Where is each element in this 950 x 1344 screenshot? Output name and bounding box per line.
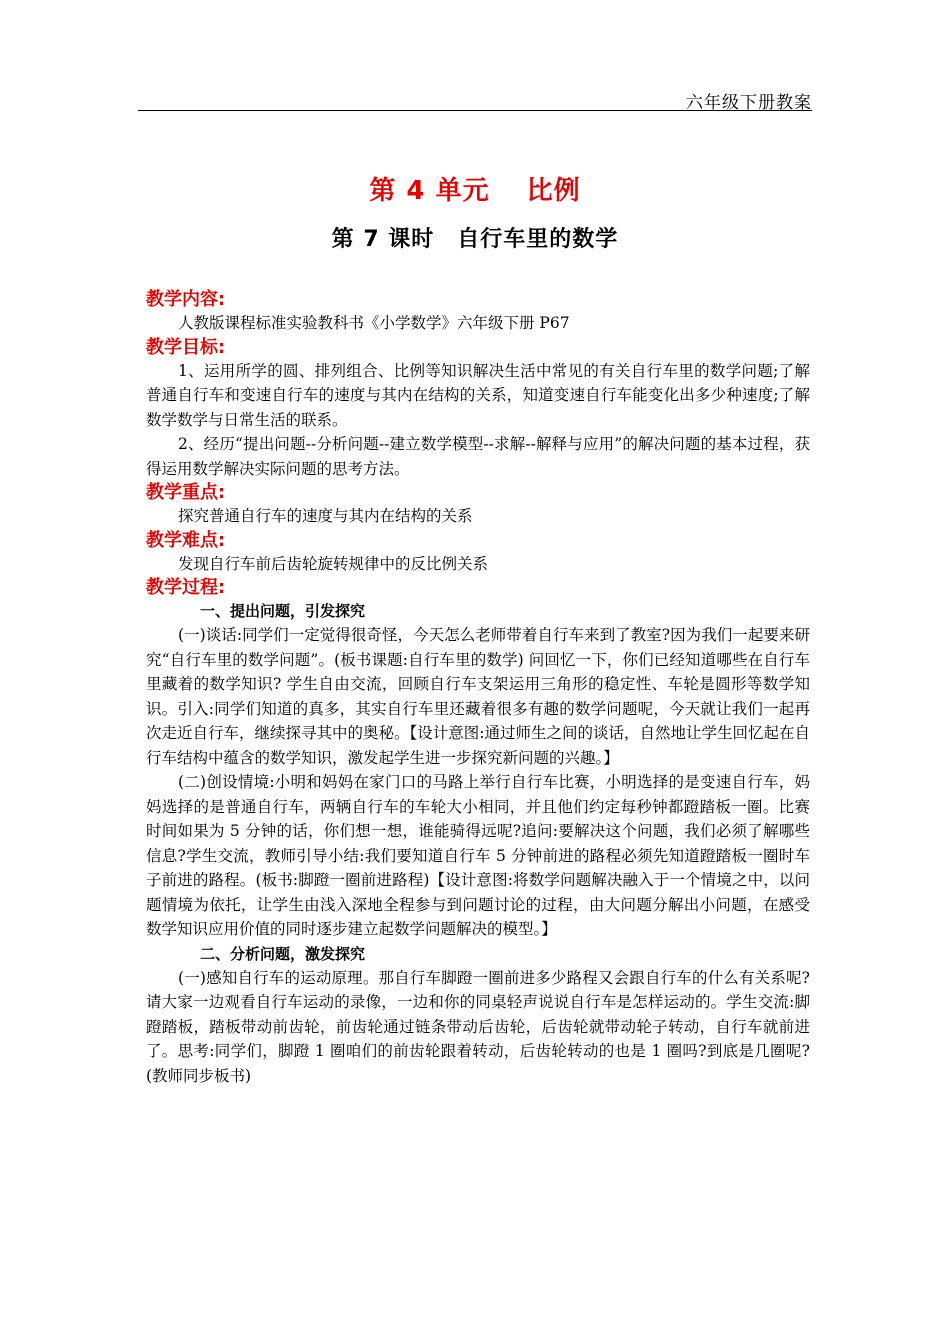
section-heading-difficulty: 教学难点: — [146, 529, 226, 551]
document-body — [146, 288, 810, 1088]
section-heading-goals: 教学目标: — [146, 336, 226, 358]
process-step-1-paragraph-1: (一)谈话:同学们一定觉得很奇怪，今天怎么老师带着自行车来到了教室?因为我们一起要来研究“自行车里的数学问题”。(板书课题:自行车里的数学) 问回忆一下，你们已经知道哪些在自行车里藏着的数学知识? 学生自由交流，回顾自行车支架运用三角形的稳定性、车轮是圆形等数学知识。引入:同学们知道的真多，其实自行车里还藏着很多有趣的数学问题呢，今天就让我们一起再次走近自行车，继续探寻其中的奥秘。【设计意图:通过师生之间的谈话，自然地让学生回忆起在自行车结构中蕴含的数学知识，激发起学生进一步探究新问题的兴趣。】 — [146, 626, 810, 767]
header-divider — [138, 110, 812, 111]
goals-paragraph-2: 2、经历“提出问题--分析问题--建立数学模型--求解--解释与应用”的解决问题的基本过程，获得运用数学解决实际问题的思考方法。 — [146, 435, 810, 478]
process-step-2-title: 二、分析问题，激发探究 — [200, 944, 366, 963]
process-step-2-paragraph-1: (一)感知自行车的运动原理。那自行车脚蹬一圈前进多少路程又会跟自行车的什么有关系呢?请大家一边观看自行车运动的录像，一边和你的同桌轻声说说自行车是怎样运动的。学生交流:脚蹬踏板，踏板带动前齿轮，前齿轮通过链条带动后齿轮，后齿轮就带动轮子转动，自行车就前进了。思考:同学们，脚蹬 1 圈咱们的前齿轮跟着转动，后齿轮转动的也是 1 圈吗?到底是几圈呢?(教师同步板书) — [146, 968, 810, 1085]
process-step-1-paragraph-2: (二)创设情境:小明和妈妈在家门口的马路上举行自行车比赛，小明选择的是变速自行车，妈妈选择的是普通自行车，两辆自行车的车轮大小相同，并且他们约定每秒钟都蹬踏板一圈。比赛时间如果为 5 分钟的话，你们想一想，谁能骑得远呢?追问:要解决这个问题，我们必须了解哪些信息?学生交流，教师引导小结:我们要知道自行车 5 分钟前进的路程必须先知道蹬踏板一圈时车子前进的路程。(板书:脚蹬一圈前进路程)【设计意图:将数学问题解决融入于一个情境之中，以问题情境为依托，让学生由浅入深地全程参与到问题讨论的过程，由大问题分解出小问题，在感受数学知识应用价值的同时逐步建立起数学问题解决的模型。】 — [146, 773, 810, 938]
lesson-title: 第 7 课时 自行车里的数学 — [331, 227, 619, 252]
goals-paragraph-1: 1、运用所学的圆、排列组合、比例等知识解决生活中常见的有关自行车里的数学问题;了解普通自行车和变速自行车的速度与其内在结构的关系，知道变速自行车能变化出多少种速度;了解数学数学与日常生活的联系。 — [146, 361, 810, 429]
difficulty-text: 发现自行车前后齿轮旋转规律中的反比例关系 — [178, 554, 489, 573]
content-text: 人教版课程标准实验教科书《小学数学》六年级下册 P67 — [178, 314, 570, 332]
section-heading-content: 教学内容: — [146, 289, 226, 310]
unit-title: 第 4 单元 比例 — [369, 176, 581, 206]
header-text: 六年级下册教案 — [686, 93, 812, 113]
section-heading-key: 教学重点: — [146, 482, 226, 503]
process-step-1-title: 一、提出问题，引发探究 — [200, 602, 366, 620]
key-text: 探究普通自行车的速度与其内在结构的关系 — [178, 507, 473, 525]
section-heading-process: 教学过程: — [146, 577, 226, 598]
